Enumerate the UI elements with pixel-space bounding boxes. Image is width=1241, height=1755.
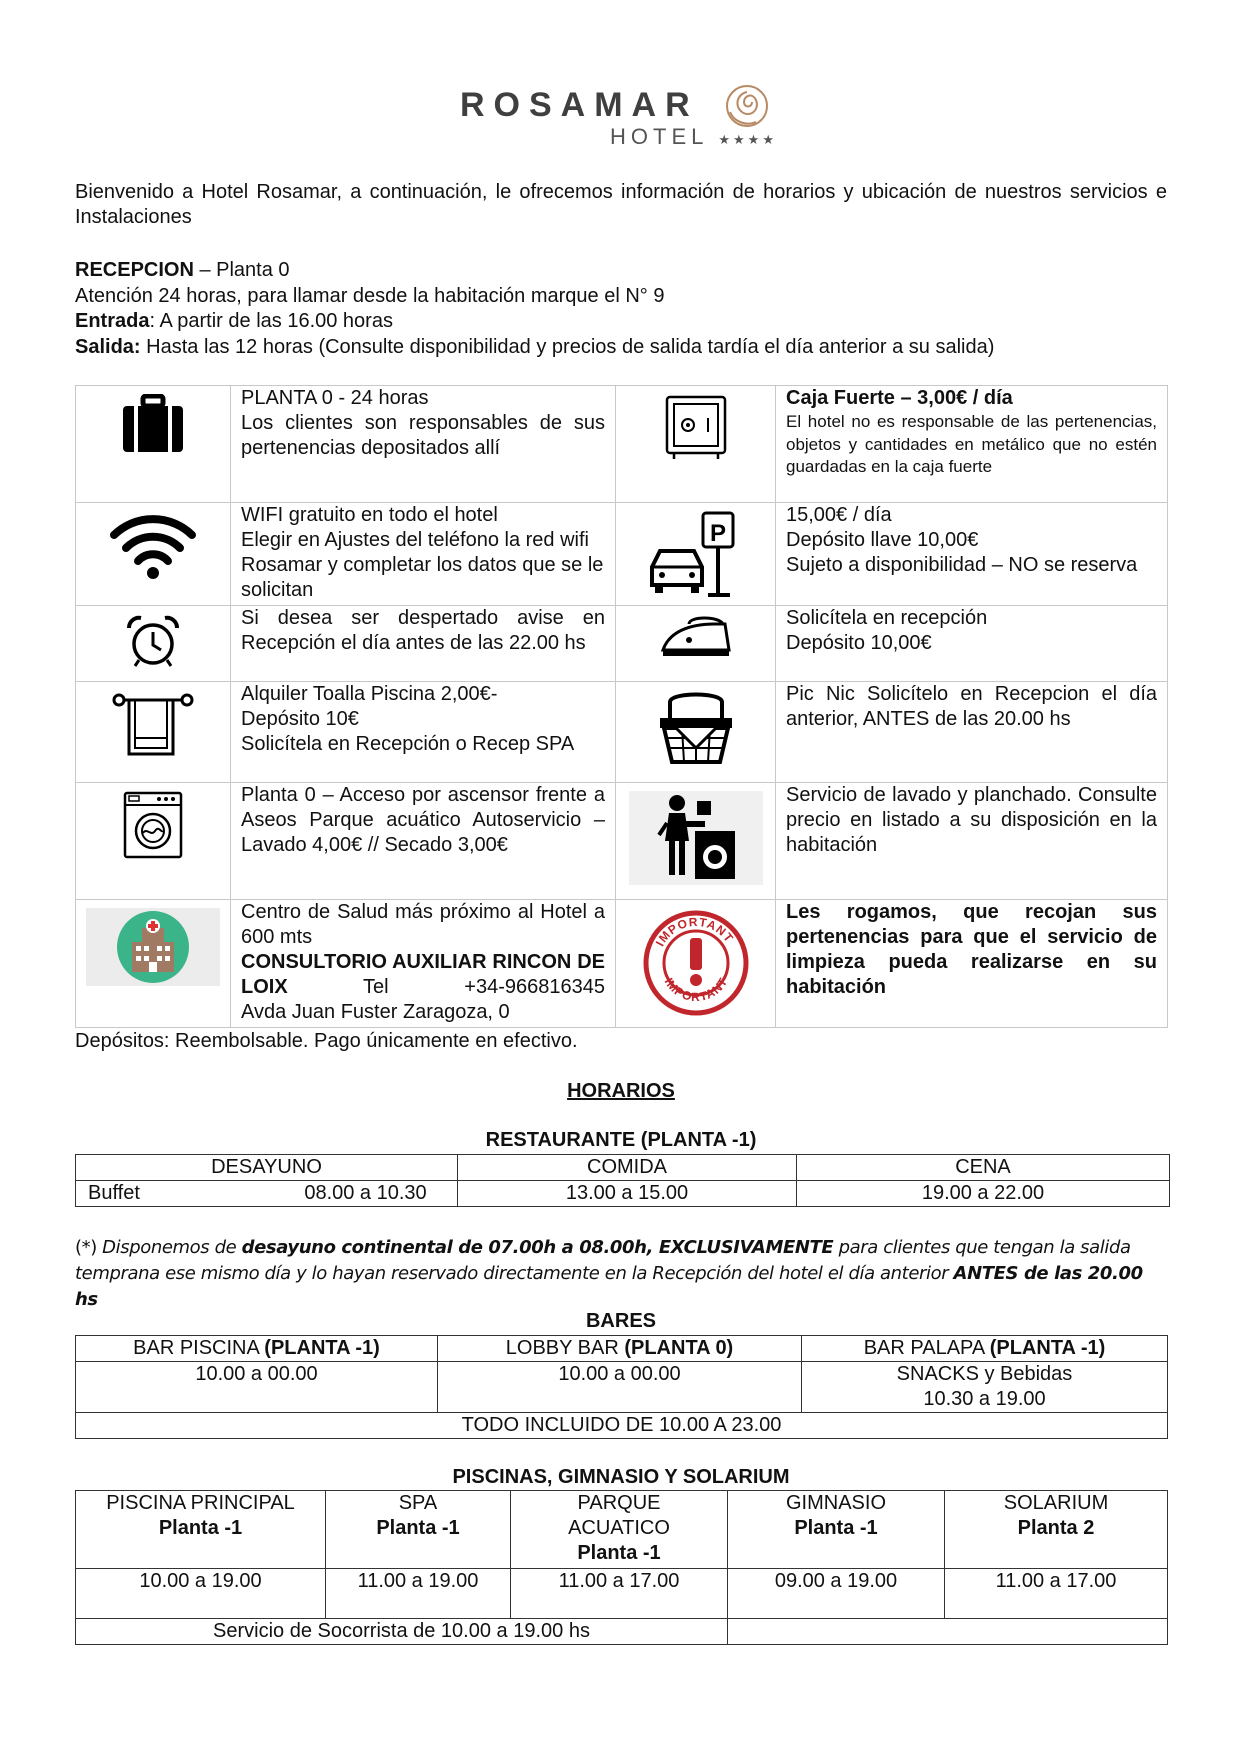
table-row	[76, 1619, 1168, 1645]
important-icon-cell	[616, 900, 776, 1028]
health-phone: Tel +34-966816345	[287, 976, 605, 998]
note-text: Disponemos de	[102, 1237, 242, 1258]
safe-title: Caja Fuerte – 3,00€ / día	[786, 387, 1013, 409]
parking-text: 15,00€ / día Depósito llave 10,00€ Sujeto a disponibilidad – NO se reserva	[776, 503, 1168, 606]
facility-hours: 11.00 a 19.00	[326, 1569, 511, 1619]
facility-name: PARQUE ACUATICO	[568, 1492, 670, 1539]
towel-icon-cell	[76, 682, 231, 783]
dinner-hours: 19.00 a 22.00	[797, 1181, 1170, 1207]
reception-title: RECEPCION	[75, 259, 194, 281]
safe-cell	[776, 386, 1168, 503]
entrada-text: : A partir de las 16.00 horas	[149, 310, 393, 332]
facility-floor: Planta -1	[577, 1542, 661, 1564]
alarm-icon-cell	[76, 606, 231, 682]
safe-icon-cell	[616, 386, 776, 503]
facility-hours: 10.00 a 19.00	[76, 1569, 326, 1619]
luggage-icon-cell	[76, 386, 231, 503]
iron-icon-cell	[616, 606, 776, 682]
facility-name: SOLARIUM	[1003, 1492, 1109, 1514]
luggage-icon	[118, 394, 188, 454]
buffet-label: Buffet	[88, 1182, 140, 1204]
bar-header	[438, 1336, 802, 1362]
rose-icon	[722, 82, 772, 130]
facility-floor: Planta -1	[376, 1517, 460, 1539]
entrada-label: Entrada	[75, 310, 150, 332]
bar-header	[802, 1336, 1168, 1362]
iron-text: Solicítela en recepción Depósito 10,00€	[776, 606, 1168, 682]
facility-floor: Planta -1	[794, 1517, 878, 1539]
picnic-text: Pic Nic Solicítelo en Recepcion el día anterior, ANTES de las 20.00 hs	[776, 682, 1168, 783]
logo-wordmark: ROSAMAR	[460, 86, 699, 124]
luggage-text: PLANTA 0 - 24 horas Los clientes son responsables de sus pertenencias depositados allí	[231, 386, 616, 503]
table-row	[76, 503, 1168, 606]
health-center-name: CONSULTORIO AUXILIAR RINCON DE LOIX	[241, 951, 605, 998]
bar-name: BAR PALAPA	[863, 1337, 990, 1359]
reception-floor: – Planta 0	[193, 259, 290, 281]
all-inclusive-hours: TODO INCLUIDO DE 10.00 A 23.00	[76, 1413, 1168, 1439]
bar-floor: (PLANTA -1)	[264, 1337, 380, 1359]
towel-icon	[111, 690, 195, 758]
note-text: para clientes que tengan la salida temprana ese mismo día y lo hayan reservado directamente en la Recepción del hotel el día anterior	[75, 1237, 1131, 1284]
table-row	[76, 682, 1168, 783]
pools-table	[75, 1490, 1168, 1645]
health-cell	[231, 900, 616, 1028]
bar-floor: (PLANTA -1)	[989, 1337, 1106, 1359]
pool-header	[945, 1491, 1168, 1569]
washing-machine-icon	[123, 791, 183, 859]
safe-text: El hotel no es responsable de las pertenencias, objetos y cantidades en metálico que no estén guardadas en la caja fuerte	[786, 412, 1157, 476]
breakfast-hours: 08.00 a 10.30	[304, 1182, 427, 1204]
salida-text: Hasta las 12 horas (Consulte disponibilidad y precios de salida tardía el día anterior a su salida)	[140, 335, 995, 358]
stamp-text-top: IMPORTANT	[652, 914, 736, 949]
health-center-icon	[86, 908, 220, 986]
parking-icon	[646, 511, 746, 601]
table-row	[76, 1336, 1168, 1362]
alarm-clock-icon	[125, 614, 181, 670]
table-row	[76, 1181, 1170, 1207]
note-bold: desayuno continental de 07.00h a 08.00h, EXCLUSIVAMENTE	[241, 1237, 834, 1258]
facility-hours: 11.00 a 17.00	[945, 1569, 1168, 1619]
safe-icon	[664, 394, 728, 460]
bar-hours	[802, 1362, 1168, 1413]
table-row	[76, 1155, 1170, 1181]
facility-floor: Planta 2	[1017, 1517, 1095, 1539]
reception-info	[75, 258, 1167, 360]
laundry-service-icon	[629, 791, 763, 885]
facility-hours: 11.00 a 17.00	[511, 1569, 728, 1619]
horarios-heading: HORARIOS	[567, 1080, 675, 1102]
reception-attention: Atención 24 horas, para llamar desde la habitación marque el N° 9	[75, 284, 665, 307]
pool-header	[511, 1491, 728, 1569]
iron-icon	[659, 614, 733, 660]
wifi-text: WIFI gratuito en todo el hotel Elegir en Ajustes del teléfono la red wifi Rosamar y completar los datos que se le solicitan	[231, 503, 616, 606]
bars-table	[75, 1335, 1168, 1439]
bar-floor: (PLANTA 0)	[624, 1337, 734, 1359]
picnic-basket-icon	[656, 690, 736, 766]
parking-icon-cell	[616, 503, 776, 606]
services-table	[75, 385, 1168, 1028]
bar-name: LOBBY BAR	[505, 1337, 625, 1359]
breakfast-cell	[76, 1181, 458, 1207]
self-laundry-text: Planta 0 – Acceso por ascensor frente a Aseos Parque acuático Autoservicio – Lavado 4,00€ // Secado 3,00€	[231, 783, 616, 900]
bar-name: BAR PISCINA	[133, 1337, 265, 1359]
logo-stars: ★★★★	[718, 132, 777, 147]
facility-name: SPA	[398, 1492, 438, 1514]
restaurant-header: COMIDA	[458, 1155, 797, 1181]
table-row	[76, 386, 1168, 503]
health-distance: Centro de Salud más próximo al Hotel a 600 mts	[241, 901, 605, 948]
laundry-service-text: Servicio de lavado y planchado. Consulte precio en listado a su disposición en la habitación	[776, 783, 1168, 900]
towel-text: Alquiler Toalla Piscina 2,00€- Depósito 10€ Solicítela en Recepción o Recep SPA	[231, 682, 616, 783]
wifi-icon-cell	[76, 503, 231, 606]
table-row	[76, 1362, 1168, 1413]
salida-label: Salida:	[75, 335, 141, 358]
health-address: Avda Juan Fuster Zaragoza, 0	[241, 1001, 510, 1023]
health-icon-cell	[76, 900, 231, 1028]
table-row	[76, 606, 1168, 682]
pool-header	[76, 1491, 326, 1569]
laundry-service-icon-cell	[616, 783, 776, 900]
logo-hotel-text: HOTEL	[610, 124, 709, 149]
hotel-logo	[460, 86, 790, 156]
basket-icon-cell	[616, 682, 776, 783]
facility-name: PISCINA PRINCIPAL	[106, 1492, 295, 1514]
stamp-text-bottom: IMPORTANT	[661, 974, 731, 1005]
breakfast-note	[75, 1235, 1167, 1313]
bar-palapa-snacks: SNACKS y Bebidas	[896, 1363, 1073, 1385]
wifi-icon	[108, 511, 198, 581]
facility-name: GIMNASIO	[785, 1492, 886, 1514]
important-text: Les rogamos, que recojan sus pertenencias para que el servicio de limpieza pueda realizarse en su habitación	[776, 900, 1168, 1028]
pool-header	[728, 1491, 945, 1569]
pools-heading: PISCINAS, GIMNASIO Y SOLARIUM	[452, 1466, 790, 1488]
intro-paragraph: Bienvenido a Hotel Rosamar, a continuación, le ofrecemos información de horarios y ubicación de nuestros servicios e Instalaciones	[75, 181, 1167, 228]
svg-text:P: P	[709, 520, 726, 547]
logo-subtitle	[610, 124, 777, 150]
bars-heading: BARES	[585, 1310, 656, 1332]
table-row	[76, 1569, 1168, 1619]
bar-header	[76, 1336, 438, 1362]
bar-hours: 10.00 a 00.00	[438, 1362, 802, 1413]
restaurant-table	[75, 1154, 1170, 1207]
restaurant-header: DESAYUNO	[76, 1155, 458, 1181]
note-bold: ANTES de las 20.00 hs	[75, 1263, 1143, 1310]
washer-icon-cell	[76, 783, 231, 900]
table-row	[76, 1491, 1168, 1569]
lunch-hours: 13.00 a 15.00	[458, 1181, 797, 1207]
bar-palapa-hours: 10.30 a 19.00	[923, 1388, 1046, 1410]
table-row	[76, 1413, 1168, 1439]
lifeguard-hours: Servicio de Socorrista de 10.00 a 19.00 hs	[76, 1619, 728, 1645]
bar-hours: 10.00 a 00.00	[76, 1362, 438, 1413]
deposits-note: Depósitos: Reembolsable. Pago únicamente en efectivo.	[75, 1030, 578, 1052]
restaurant-header: CENA	[797, 1155, 1170, 1181]
table-row	[76, 783, 1168, 900]
note-marker: (*)	[75, 1237, 103, 1258]
important-stamp-icon	[641, 908, 751, 1018]
facility-floor: Planta -1	[158, 1517, 243, 1539]
empty-cell	[728, 1619, 1168, 1645]
facility-hours: 09.00 a 19.00	[728, 1569, 945, 1619]
table-row	[76, 900, 1168, 1028]
restaurant-heading: RESTAURANTE (PLANTA -1)	[485, 1129, 757, 1151]
pool-header	[326, 1491, 511, 1569]
wakeup-text: Si desea ser despertado avise en Recepción el día antes de las 22.00 hs	[231, 606, 616, 682]
